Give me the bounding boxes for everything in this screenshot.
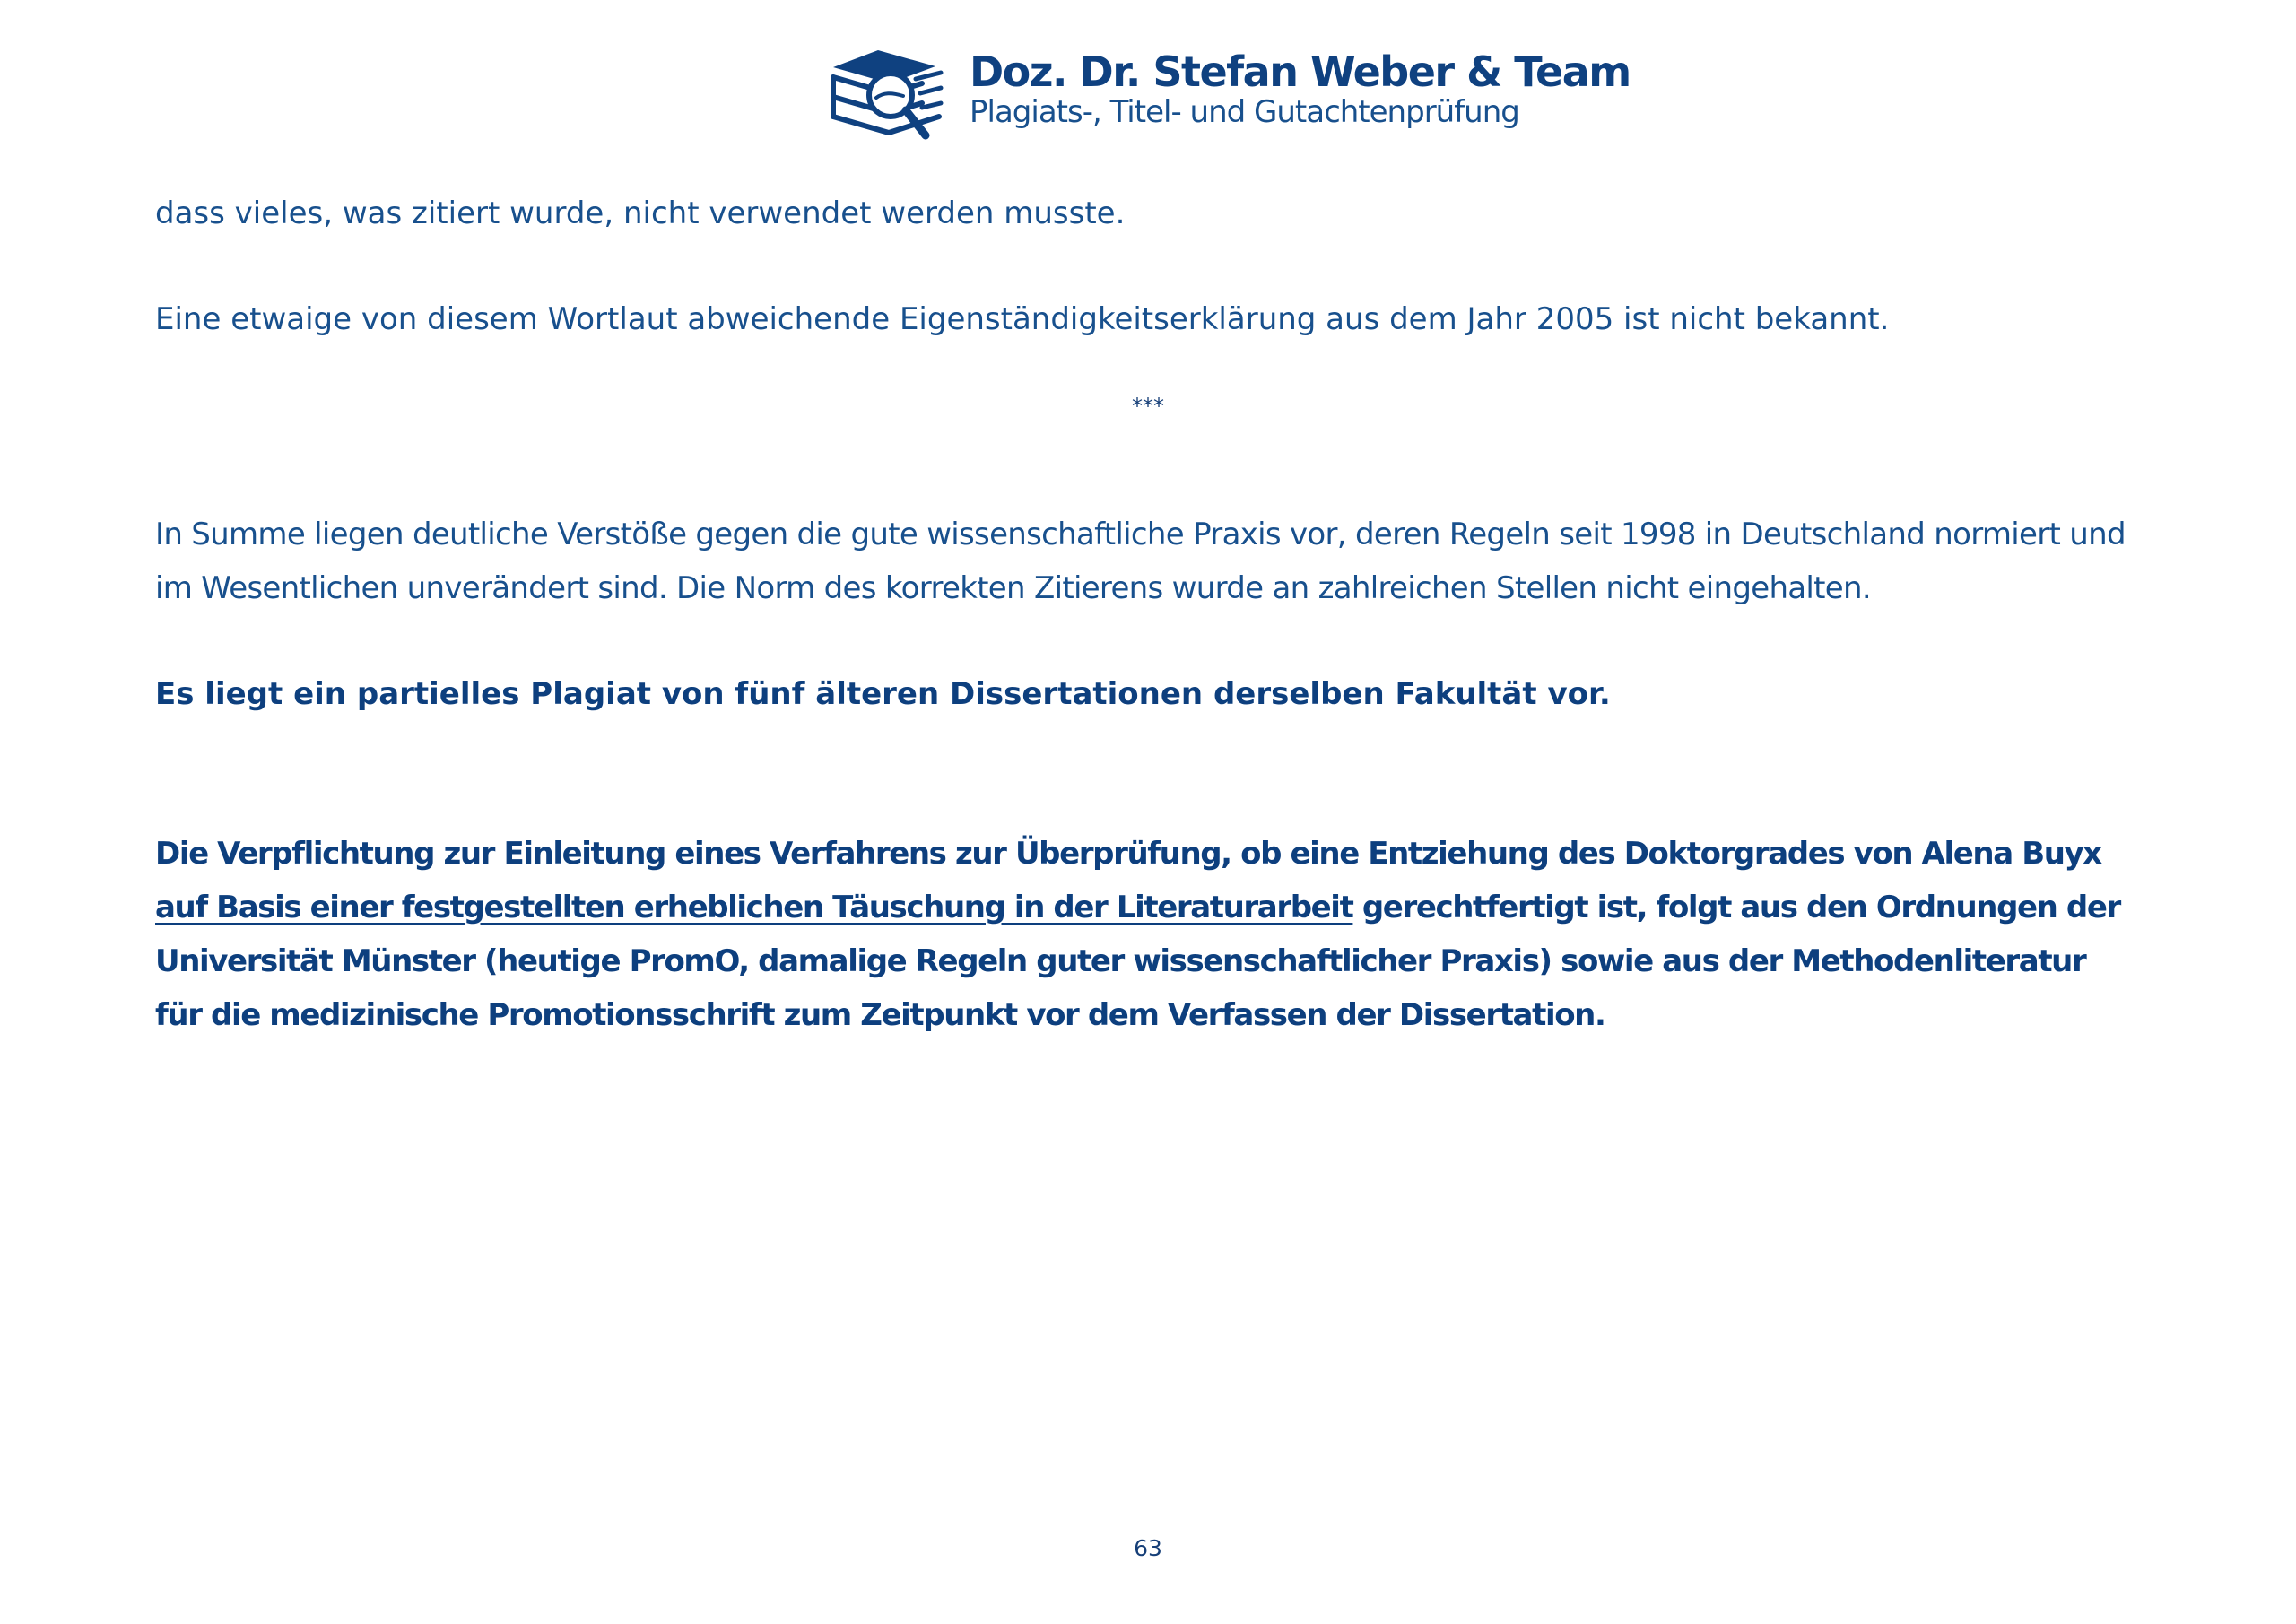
section-separator: ***: [1132, 394, 1164, 419]
paragraph-summary: In Summe liegen deutliche Verstöße gegen die gute wissenschaftliche Praxis vor, deren Regeln seit 1998 in Deutschland normiert und im Wesentlichen unverändert sind. Die Norm des korrekten Zitierens wurde an zahlreichen Stellen nicht eingehalten.: [155, 517, 2126, 606]
brand-title: Doz. Dr. Stefan Weber & Team: [970, 48, 1631, 96]
obligation-text-start: Die Verpflichtung zur Einleitung eines Verfahrens zur Überprüfung, ob eine Entziehung des Doktorgrades von Alena Buyx: [155, 836, 2101, 872]
obligation-underlined-text: auf Basis einer festgestellten erheblichen Täuschung in der Literaturarbeit: [155, 890, 1353, 925]
page-number: 63: [1134, 1535, 1162, 1561]
page-header: [830, 45, 1631, 145]
paragraph-declaration: Eine etwaige von diesem Wortlaut abweichende Eigenständigkeitserklärung aus dem Jahr 2005 ist nicht bekannt.: [155, 301, 1890, 337]
paragraph-quoted-material: dass vieles, was zitiert wurde, nicht verwendet werden musste.: [155, 195, 1126, 231]
brand-subtitle: Plagiats-, Titel- und Gutachtenprüfung: [970, 94, 1519, 131]
brand-block: [970, 50, 1631, 129]
paragraph-obligation: [155, 827, 2141, 1042]
book-magnifier-icon: [830, 45, 944, 145]
obligation-text-end: gerechtfertigt ist, folgt aus den Ordnungen der Universität Münster (heutige PromO, damalige Regeln guter wissenschaftlicher Praxis) sowie aus der Methodenliteratur für die medizinische Promotionsschrift zum Zeitpunkt vor dem Verfassen der Dissertation.: [155, 890, 2120, 1033]
paragraph-plagiarism-finding: Es liegt ein partielles Plagiat von fünf älteren Dissertationen derselben Fakultät vor.: [155, 676, 1611, 712]
